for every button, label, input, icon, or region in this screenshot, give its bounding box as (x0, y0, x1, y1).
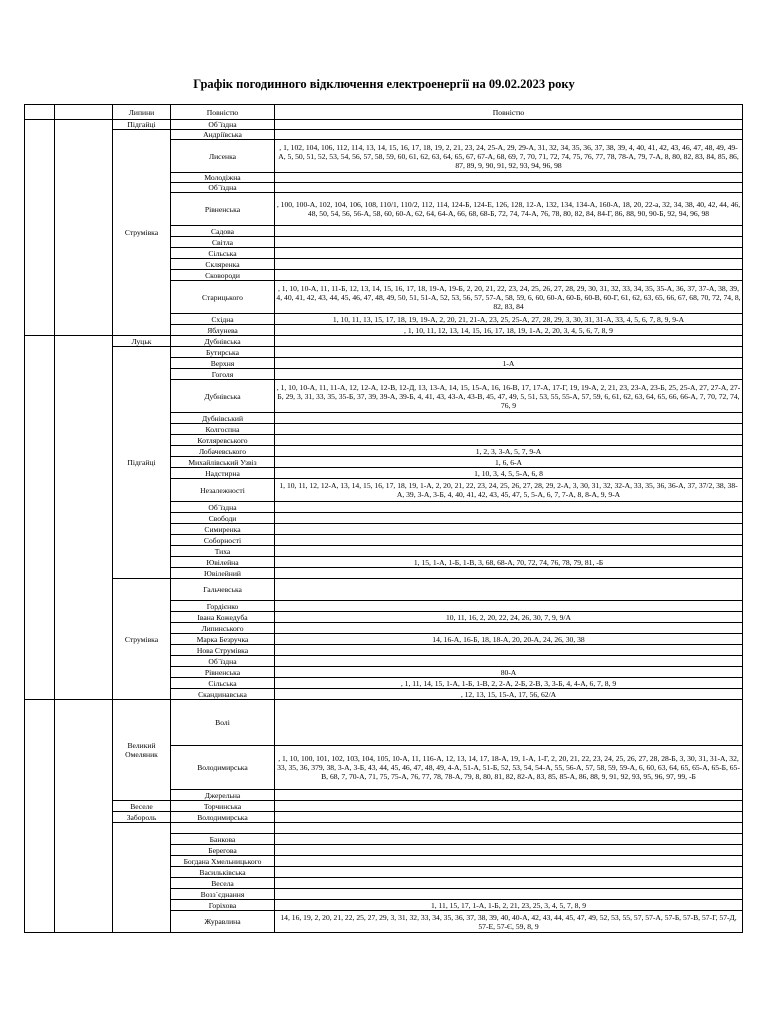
queue-cell (25, 120, 55, 336)
houses-cell (275, 173, 743, 183)
queue-cell (25, 700, 55, 933)
street-cell: Дубнівська (171, 380, 275, 413)
table-row (25, 579, 743, 601)
street-cell: Садова (171, 226, 275, 237)
page-title: Графік погодинного відключення електроенергії на 09.02.2023 року (193, 77, 575, 91)
street-cell: Соборності (171, 535, 275, 546)
houses-cell (275, 856, 743, 867)
houses-cell: 80-А (275, 667, 743, 678)
queue-cell (25, 336, 55, 700)
queue-column-header (25, 105, 55, 120)
street-cell: Об`їздна (171, 120, 275, 130)
houses-cell: 1, 10, 11, 13, 15, 17, 18, 19, 19-А, 2, 20, 21, 21-А, 23, 25, 25-А, 27, 28, 29, 3, 30, 31, 31-А, 33, 4, 5, 6, 7, 8, 9, 9-А (275, 314, 743, 325)
village-cell: Струмівка (113, 579, 171, 700)
street-cell: Сільська (171, 248, 275, 259)
street-cell: Михайлівський Узвіз (171, 457, 275, 468)
houses-cell (275, 535, 743, 546)
street-cell: Об`їздна (171, 502, 275, 513)
street-cell: Торчинська (171, 801, 275, 812)
street-cell: Волі (171, 700, 275, 746)
houses-cell (275, 413, 743, 424)
street-cell: Надстирна (171, 468, 275, 479)
street-cell: Скандинавська (171, 689, 275, 700)
table-row (25, 347, 743, 358)
street-cell: Рівненська (171, 667, 275, 678)
street-cell: Горіхова (171, 900, 275, 911)
houses-cell (275, 823, 743, 834)
table-body (25, 120, 743, 933)
houses-cell (275, 601, 743, 612)
street-cell (171, 823, 275, 834)
houses-cell (275, 623, 743, 634)
street-cell: Дубнівська (171, 336, 275, 347)
street-cell: Молодіжна (171, 173, 275, 183)
street-cell: Нова Струмівка (171, 645, 275, 656)
street-cell: Банкова (171, 834, 275, 845)
street-cell: Ювілейна (171, 557, 275, 568)
table-row (25, 801, 743, 812)
houses-cell (275, 812, 743, 823)
houses-cell (275, 524, 743, 535)
houses-cell (275, 183, 743, 193)
village-cell: Струмівка (113, 130, 171, 336)
village-cell: Підгайці (113, 347, 171, 579)
houses-cell: 1, 2, 3, 3-А, 5, 7, 9-А (275, 446, 743, 457)
street-cell: Журавлина (171, 911, 275, 933)
houses-cell (275, 502, 743, 513)
street-cell: Васильківська (171, 867, 275, 878)
street-cell: Сковороди (171, 270, 275, 281)
village-cell: Луцьк (113, 336, 171, 347)
street-cell: Весела (171, 878, 275, 889)
houses-cell (275, 248, 743, 259)
houses-cell: , 12, 13, 15, 15-А, 17, 56, 62/А (275, 689, 743, 700)
houses-cell (275, 513, 743, 524)
village-cell (113, 823, 171, 933)
houses-cell (275, 369, 743, 380)
street-cell: Богдана Хмельницького (171, 856, 275, 867)
street-cell: Гордієнко (171, 601, 275, 612)
outage-schedule-table (24, 104, 743, 933)
houses-cell: , 1, 11, 14, 15, 1-А, 1-Б, 1-В, 2, 2-А, 2-Б, 2-В, 3, 3-Б, 4, 4-А, 6, 7, 8, 9 (275, 678, 743, 689)
street-cell: Андріївська (171, 130, 275, 140)
houses-cell (275, 546, 743, 557)
houses-cell: , 1, 102, 104, 106, 112, 114, 13, 14, 15, 16, 17, 18, 19, 2, 21, 23, 24, 25-А, 29, 29-А, 31, 32, 34, 35, 36, 37, 38, 39, 4, 40, 41, 42, 43, 46, 47, 48, 49, 49-А, 5, 50, 51, 52, 53, 54, 56, 57, 58, 59, 60, 61, 62, 63, 64, 65, 67, 67-А, 68, 69, 7, 70, 71, 72, 74, 75, 76, 77, 78, 78-А, 79, 7-А, 8, 80, 82, 83, 84, 85, 86, 87, 89, 9, 90, 91, 92, 93, 94, 96, 98 (275, 140, 743, 173)
street-cell: Сільська (171, 678, 275, 689)
street-cell: Володимирська (171, 746, 275, 790)
street-cell: Котляревського (171, 435, 275, 446)
houses-cell (275, 801, 743, 812)
street-cell: Джерельна (171, 790, 275, 801)
village-cell: Веселе (113, 801, 171, 812)
village-cell: Підгайці (113, 120, 171, 130)
houses-cell: 1-А (275, 358, 743, 369)
street-cell: Івана Кожедуба (171, 612, 275, 623)
houses-cell: , 100, 100-А, 102, 104, 106, 108, 110/1, 110/2, 112, 114, 124-Б, 124-Е, 126, 128, 12-А, 132, 134, 134-А, 160-А, 18, 20, 22-а, 32, 34, 38, 40, 42, 44, 46, 48, 50, 54, 56, 56-А, 58, 60, 60-А, 62, 64, 64-А, 66, 68, 68-Б, 72, 74, 74-А, 76, 78, 80, 82, 84, 84-Г, 86, 88, 90, 90-Б, 92, 94, 96, 98 (275, 193, 743, 226)
houses-column-header: Повністю (275, 105, 743, 120)
table-header-row (25, 105, 743, 120)
houses-cell (275, 834, 743, 845)
street-cell: Старицького (171, 281, 275, 314)
village-cell: Забороль (113, 812, 171, 823)
street-cell: Скляренка (171, 259, 275, 270)
houses-cell (275, 259, 743, 270)
houses-cell: 1, 6, 6-А (275, 457, 743, 468)
houses-cell (275, 130, 743, 140)
street-cell: Володимирська (171, 812, 275, 823)
houses-cell (275, 790, 743, 801)
houses-cell (275, 347, 743, 358)
group-cell (55, 120, 113, 336)
houses-cell (275, 845, 743, 856)
houses-cell: , 1, 10, 100, 101, 102, 103, 104, 105, 10-А, 11, 116-А, 12, 13, 14, 17, 18-А, 19, 1-А, 1-Г, 2, 20, 21, 22, 23, 24, 25, 26, 27, 28, 28-Б, 3, 30, 31, 31-А, 32, 33, 35, 36, 379, 38, 3-А, 3-Б, 43, 44, 45, 46, 47, 48, 49, 4-А, 51-А, 51-Б, 52, 53, 54, 54-А, 55, 56-А, 57, 58, 59, 59-А, 6, 60, 63, 64, 65, 65-А, 65-Б, 65-В, 68, 7, 70-А, 71, 75, 75-А, 76, 77, 78, 78-А, 79, 8, 80, 81, 82, 82-А, 83, 85, 85-А, 86, 88, 9, 91, 92, 93, 95, 96, 97, 99, -Б (275, 746, 743, 790)
street-cell: Симиренка (171, 524, 275, 535)
village-cell: Великий Омеляник (113, 700, 171, 801)
table-row (25, 700, 743, 746)
street-cell: Берегова (171, 845, 275, 856)
houses-cell (275, 270, 743, 281)
street-cell: Возз`єднання (171, 889, 275, 900)
street-cell: Гоголя (171, 369, 275, 380)
group-cell (55, 700, 113, 933)
table-row (25, 130, 743, 140)
street-cell: Тиха (171, 546, 275, 557)
street-cell: Ювілейний (171, 568, 275, 579)
street-cell: Світла (171, 237, 275, 248)
table-row (25, 336, 743, 347)
houses-cell (275, 237, 743, 248)
houses-cell: 1, 10, 3, 4, 5, 5-А, 6, 8 (275, 468, 743, 479)
street-cell: Свободи (171, 513, 275, 524)
street-cell: Марка Безручка (171, 634, 275, 645)
houses-cell (275, 878, 743, 889)
houses-cell: 1, 15, 1-А, 1-Б, 1-В, 3, 68, 68-А, 70, 72, 74, 76, 78, 79, 81, -Б (275, 557, 743, 568)
street-cell: Лобачевського (171, 446, 275, 457)
street-cell: Дубнівський (171, 413, 275, 424)
street-cell: Яблунева (171, 325, 275, 336)
street-cell: Бутирська (171, 347, 275, 358)
houses-cell (275, 435, 743, 446)
houses-cell: 14, 16, 19, 2, 20, 21, 22, 25, 27, 29, 3, 31, 32, 33, 34, 35, 36, 37, 38, 39, 40, 40-А, 42, 43, 44, 45, 47, 49, 52, 53, 55, 57, 57-А, 57-Б, 57-В, 57-Г, 57-Д, 57-Е, 57-Є, 59, 8, 9 (275, 911, 743, 933)
street-cell: Верхня (171, 358, 275, 369)
houses-cell: 14, 16-А, 16-Б, 18, 18-А, 20, 20-А, 24, 26, 30, 38 (275, 634, 743, 645)
street-cell: Східна (171, 314, 275, 325)
houses-cell (275, 579, 743, 601)
table-row (25, 823, 743, 834)
houses-cell: 1, 11, 15, 17, 1-А, 1-Б, 2, 21, 23, 25, 3, 4, 5, 7, 8, 9 (275, 900, 743, 911)
houses-cell (275, 336, 743, 347)
street-cell: Лисенка (171, 140, 275, 173)
houses-cell: 1, 10, 11, 12, 12-А, 13, 14, 15, 16, 17, 18, 19, 1-А, 2, 20, 21, 22, 23, 24, 25, 26, 27, 28, 29, 2-А, 3, 30, 31, 32, 32-А, 33, 35, 36, 36-А, 37, 37/2, 38, 38-А, 39, 3-А, 3-Б, 4, 40, 41, 42, 43, 45, 47, 5, 5-А, 6, 7, 7-А, 8, 8-А, 9, 9-А (275, 479, 743, 502)
houses-cell (275, 656, 743, 667)
village-column-header: Липини (113, 105, 171, 120)
houses-cell (275, 120, 743, 130)
street-cell: Об`їздна (171, 656, 275, 667)
houses-cell (275, 700, 743, 746)
houses-cell: , 1, 10, 10-А, 11, 11-А, 12, 12-А, 12-В, 12-Д, 13, 13-А, 14, 15, 15-А, 16, 16-В, 17, 17-А, 17-Г, 19, 19-А, 2, 21, 23, 23-А, 23-Б, 25, 25-А, 27, 27-А, 27-Б, 29, 3, 31, 33, 35, 35-Б, 37, 39, 39-А, 39-Б, 4, 41, 43, 43-А, 43-В, 45, 47, 49, 5, 51, 53, 55, 55-А, 57, 59, 6, 61, 62, 63, 64, 65, 66, 66-А, 7, 70, 72, 74, 76, 9 (275, 380, 743, 413)
houses-cell (275, 889, 743, 900)
street-cell: Колгоспна (171, 424, 275, 435)
group-column-header (55, 105, 113, 120)
houses-cell (275, 568, 743, 579)
street-cell: Незалежності (171, 479, 275, 502)
table-row (25, 812, 743, 823)
table-row (25, 120, 743, 130)
houses-cell: 10, 11, 16, 2, 20, 22, 24, 26, 30, 7, 9, 9/А (275, 612, 743, 623)
houses-cell: , 1, 10, 11, 12, 13, 14, 15, 16, 17, 18, 19, 1-А, 2, 20, 3, 4, 5, 6, 7, 8, 9 (275, 325, 743, 336)
houses-cell (275, 226, 743, 237)
street-cell: Гальчевська (171, 579, 275, 601)
houses-cell (275, 424, 743, 435)
street-cell: Рівненська (171, 193, 275, 226)
street-cell: Липинського (171, 623, 275, 634)
street-column-header: Повністю (171, 105, 275, 120)
street-cell: Об`їздна (171, 183, 275, 193)
group-cell (55, 336, 113, 700)
houses-cell (275, 867, 743, 878)
houses-cell: , 1, 10, 10-А, 11, 11-Б, 12, 13, 14, 15, 16, 17, 18, 19-А, 19-Б, 2, 20, 21, 22, 23, 24, 25, 26, 27, 28, 29, 30, 31, 32, 33, 34, 35, 35-А, 36, 37, 37-А, 38, 39, 4, 40, 41, 42, 43, 44, 45, 46, 47, 48, 49, 50, 51, 51-А, 52, 53, 56, 57, 57-А, 58, 59, 6, 60, 60-А, 60-Б, 60-В, 60-Г, 61, 62, 63, 65, 66, 67, 68, 70, 72, 74, 8, 82, 83, 84 (275, 281, 743, 314)
houses-cell (275, 645, 743, 656)
